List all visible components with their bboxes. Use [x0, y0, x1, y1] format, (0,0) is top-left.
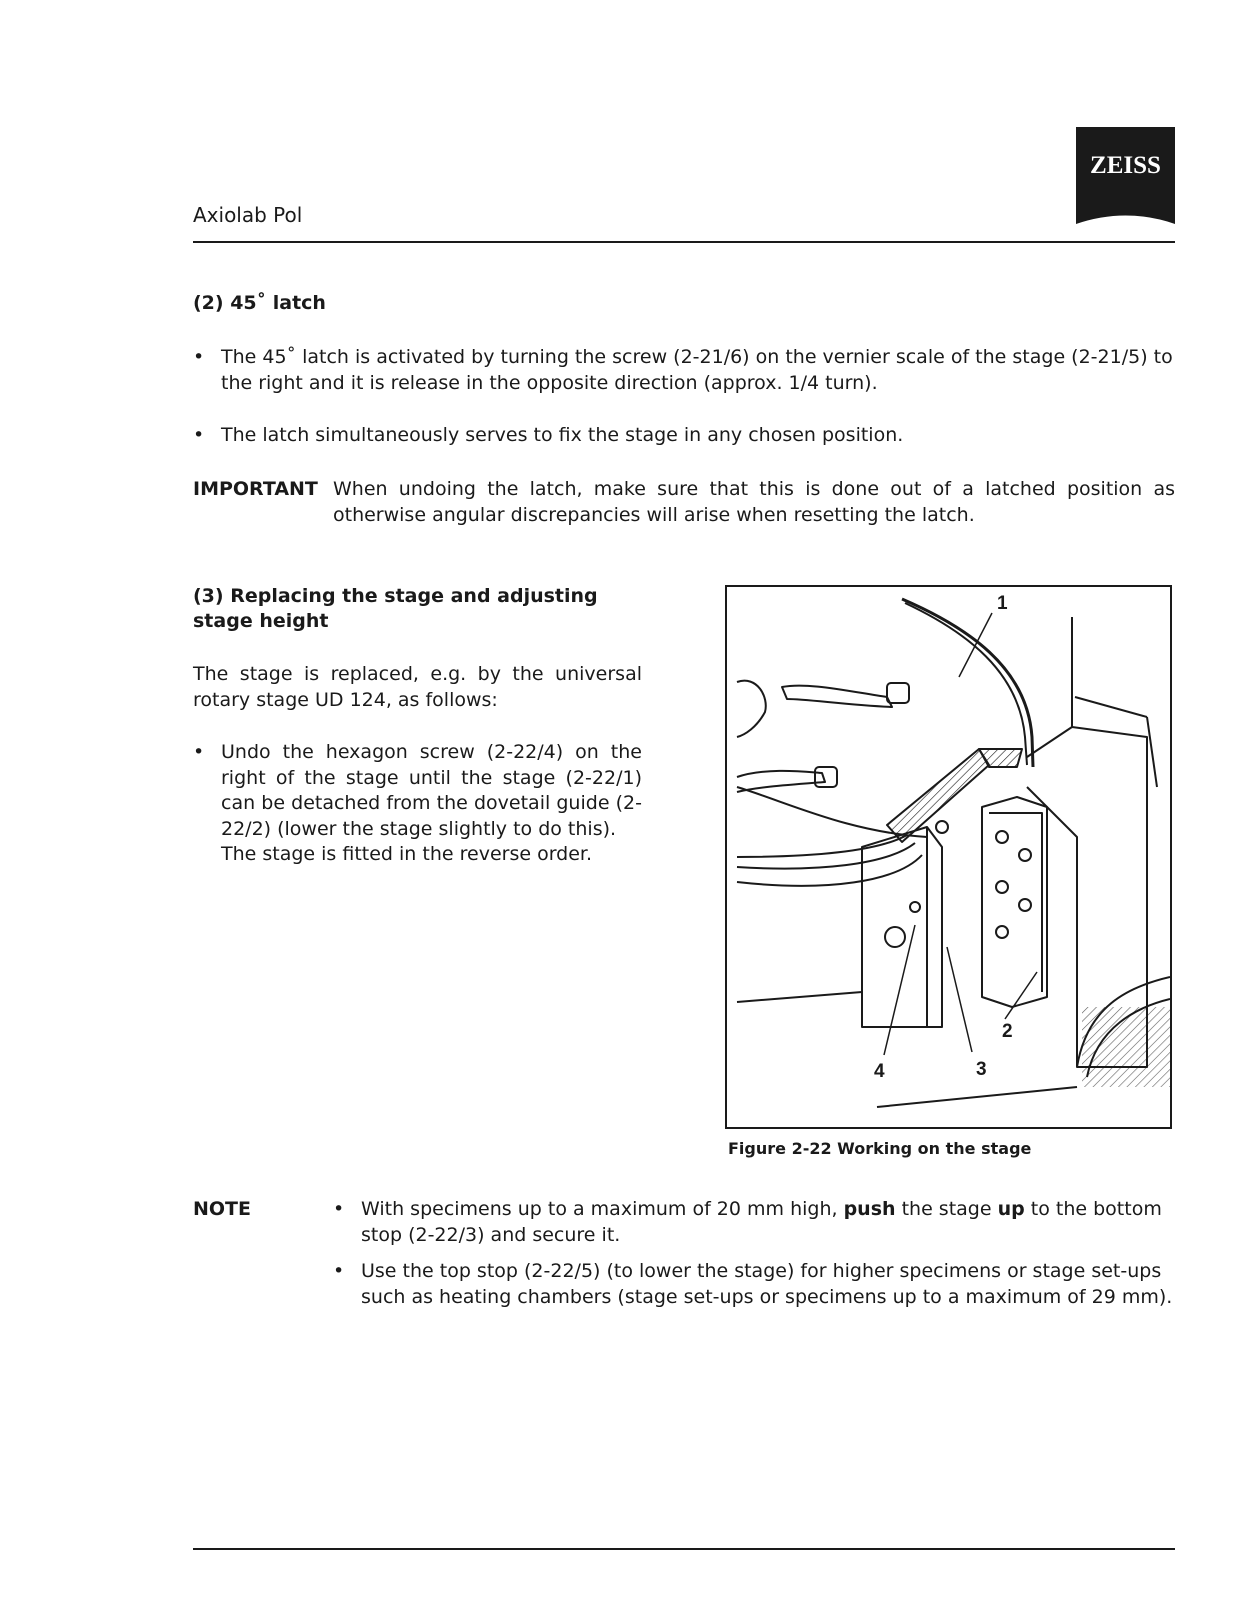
note-item-1-text: [361, 1197, 1175, 1248]
section-3-bullet: [193, 740, 642, 868]
note-item-2: [333, 1259, 1175, 1310]
header-rule: [193, 241, 1175, 243]
callout-2: 2: [1002, 1021, 1013, 1042]
figure-stage-illustration: [725, 585, 1172, 1129]
bullet-dot: •: [193, 346, 205, 368]
callout-1: 1: [997, 593, 1008, 614]
section-3-heading: (3) Replacing the stage and adjusting stage height: [193, 585, 598, 632]
important-label: IMPORTANT: [193, 478, 318, 500]
note-item-2-text: Use the top stop (2-22/5) (to lower the stage) for higher specimens or stage set-ups such as heating chambers (stage set-ups or specimens up to a maximum of 29 mm).: [361, 1260, 1173, 1308]
bullet-text: Undo the hexagon screw (2-22/4) on the right of the stage until the stage (2-22/1) can be detached from the dovetail guide (2-22/2) (lower the stage slightly to do this).: [221, 741, 642, 840]
note-text-part: to the bottom stop (2-22/3) and secure it.: [361, 1198, 1162, 1246]
zeiss-logo-text: ZEISS: [1090, 152, 1161, 179]
bullet-dot: •: [193, 424, 205, 446]
footer-rule: [193, 1548, 1175, 1550]
bullet-dot: •: [193, 741, 205, 763]
bullet-text: The 45˚ latch is activated by turning the screw (2-21/6) on the vernier scale of the stage (2-21/5) to the right and it is release in the opposite direction (approx. 1/4 turn).: [221, 346, 1173, 394]
zeiss-logo: [1076, 127, 1175, 224]
important-text: When undoing the latch, make sure that this is done out of a latched position as otherwise angular discrepancies will arise when resetting the latch.: [333, 478, 1175, 526]
note-emphasis-up: up: [997, 1198, 1025, 1220]
bullet-dot: •: [333, 1198, 345, 1220]
note-label: NOTE: [193, 1198, 251, 1220]
note-text-part: With specimens up to a maximum of 20 mm high,: [361, 1198, 844, 1220]
note-item-1: [333, 1197, 1175, 1248]
figure-caption: Figure 2-22 Working on the stage: [728, 1139, 1032, 1158]
bullet-text-continued: The stage is fitted in the reverse order.: [221, 843, 593, 865]
section-2-bullet-1: [193, 345, 1175, 396]
callout-4: 4: [874, 1061, 885, 1082]
note-emphasis-push: push: [843, 1198, 896, 1220]
bullet-dot: •: [333, 1260, 345, 1282]
bullet-text: The latch simultaneously serves to fix the stage in any chosen position.: [221, 424, 904, 446]
section-2-heading: (2) 45˚ latch: [193, 292, 326, 314]
note-text-part: the stage: [895, 1198, 998, 1220]
page-header-title: Axiolab Pol: [193, 203, 303, 227]
callout-3: 3: [976, 1059, 987, 1080]
section-3-intro: The stage is replaced, e.g. by the universal rotary stage UD 124, as follows:: [193, 663, 642, 711]
section-2-bullet-2: [193, 423, 1175, 449]
